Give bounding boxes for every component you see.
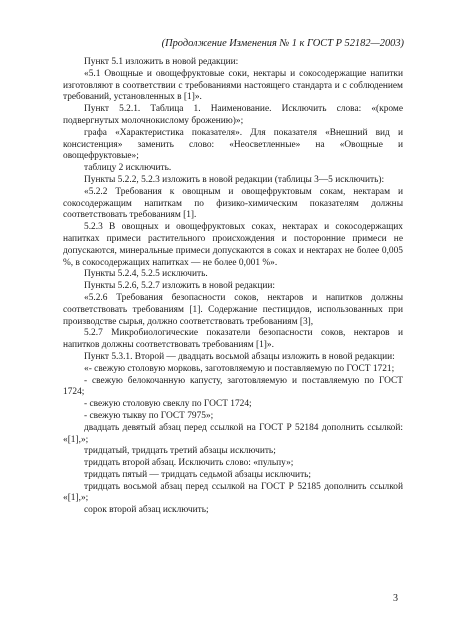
document-body [63, 57, 403, 517]
page-header: (Продолжение Изменения № 1 к ГОСТ Р 52182—2003) [161, 38, 404, 49]
paragraph: «5.2.2 Требования к овощным и овощефруктовым сокам, нектарам и сокосодержащим напиткам по физико-химическим показателям должны соответствовать требованиям [1]. [63, 186, 403, 221]
paragraph: тридцатый, тридцать третий абзацы исключить; [84, 446, 276, 457]
paragraph: тридцать восьмой абзац перед ссылкой на ГОСТ Р 52185 дополнить ссылкой «[1],»; [63, 481, 403, 504]
paragraph: таблицу 2 исключить. [84, 163, 172, 174]
paragraph: - свежую тыкву по ГОСТ 7975»; [84, 410, 214, 421]
paragraph: сорок второй абзац исключить; [84, 505, 209, 516]
paragraph: Пункты 5.2.2, 5.2.3 изложить в новой редакции (таблицы 3—5 исключить): [84, 174, 385, 185]
paragraph: 5.2.3 В овощных и овощефруктовых соках, нектарах и сокосодержащих напитках примеси растительного происхождения и посторонние примеси не допускаются, минеральные примеси допускаются в соках и нектарах не более 0,005 %, в сокосодержащих напитках — не более 0,001 %». [63, 222, 403, 268]
paragraph: - свежую столовую свеклу по ГОСТ 1724; [84, 399, 252, 410]
paragraph: Пункт 5.3.1. Второй — двадцать восьмой абзацы изложить в новой редакции: [84, 351, 395, 362]
paragraph: Пункты 5.2.6, 5.2.7 изложить в новой редакции: [84, 281, 275, 292]
paragraph: Пункт 5.1 изложить в новой редакции: [84, 57, 239, 67]
paragraph: тридцать пятый — тридцать седьмой абзацы исключить; [84, 469, 312, 480]
paragraph: «- свежую столовую морковь, заготовляемую и поставляемую по ГОСТ 1721; [84, 363, 395, 374]
paragraph: Пункт 5.2.1. Таблица 1. Наименование. Исключить слова: «(кроме подвергнутых молочнокислому брожению)»; [63, 104, 403, 126]
paragraph: графа «Характеристика показателя». Для показателя «Внешний вид и консистенция» заменить слово: «Неосветленные» на «Овощные и овощефруктовые»; [63, 127, 403, 162]
paragraph: Пункты 5.2.4, 5.2.5 исключить. [84, 269, 208, 280]
page-number: 3 [393, 593, 398, 604]
paragraph: двадцать девятый абзац перед ссылкой на ГОСТ Р 52184 дополнить ссылкой: «[1],»; [63, 422, 403, 445]
paragraph: - свежую белокочанную капусту, заготовляемую и поставляемую по ГОСТ 1724; [63, 375, 403, 398]
paragraph: тридцать второй абзац. Исключить слово: «пульпу»; [84, 458, 294, 469]
paragraph: «5.2.6 Требования безопасности соков, нектаров и напитков должны соответствовать требованиям [1]. Содержание пестицидов, использованных при производстве сырья, должно соответствовать требованиям [3], [63, 292, 403, 327]
paragraph: 5.2.7 Микробиологические показатели безопасности соков, нектаров и напитков должны соответствовать требованиям [1]». [63, 328, 403, 351]
paragraph: «5.1 Овощные и овощефруктовые соки, нектары и сокосодержащие напитки изготовляют в соответствии с требованиями настоящего стандарта и с соблюдением требований, установленных в [1]». [63, 68, 403, 103]
